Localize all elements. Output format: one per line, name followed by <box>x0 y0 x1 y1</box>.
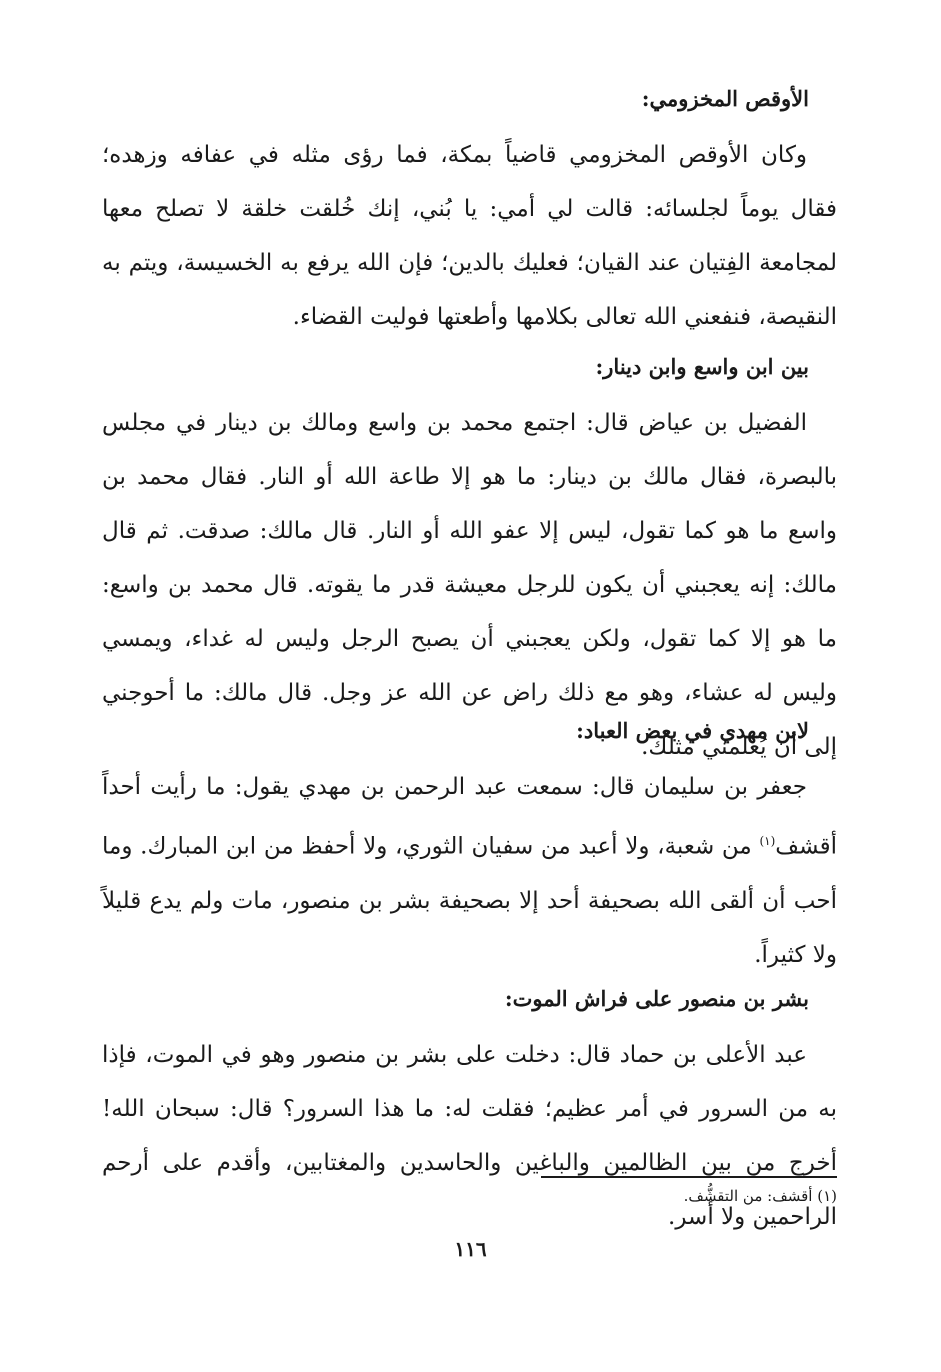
paragraph-bishr: عبد الأعلى بن حماد قال: دخلت على بشر بن منصور وهو في الموت، فإذا به من السرور في أمر عظيم؛ فقلت له: ما هذا السرور؟ قال: سبحان الله! أخرج من بين الظالمين والباغين والحاسدين والمغتابين، وأقدم على أرحم الراحمين ولا أسر. <box>102 1042 837 1230</box>
section-body-awqas <box>102 128 837 344</box>
page-number: ١١٦ <box>454 1237 487 1261</box>
paragraph-text-part-2: من شعبة، ولا أعبد من سفيان الثوري، ولا أحفظ من ابن المبارك. وما أحب أن ألقى الله بصحيفة أحد إلا بصحيفة بشر بن منصور، مات ولم يدع قليلاً ولا كثيراً. <box>102 833 837 968</box>
section-body-ibn-mahdi <box>102 760 837 982</box>
paragraph-awqas: وكان الأوقص المخزومي قاضياً بمكة، فما رؤى مثله في عفافه وزهده؛ فقال يوماً لجلسائه: قالت لي أمي: يا بُني، إنك خُلقت خلقة لا تصلح معها لمجامعة الفِتيان عند القيان؛ فعليك بالدين؛ فإن الله يرفع به الخسيسة، ويتم به النقيصة، فنفعني الله تعالى بكلامها وأطعتها فوليت القضاء. <box>102 142 837 330</box>
section-body-bishr <box>102 1028 837 1244</box>
paragraph-text-part-1: جعفر بن سليمان قال: سمعت عبد الرحمن بن مهدي يقول: ما رأيت أحداً أقشف <box>102 774 837 860</box>
section-heading-bishr: بشر بن منصور على فراش الموت: <box>504 986 809 1011</box>
footnote: (١) أقشف: من التقشُّف. <box>683 1187 837 1205</box>
footnote-reference: (١) <box>759 834 776 848</box>
footnote-divider <box>541 1176 837 1178</box>
paragraph-ibn-wasi: الفضيل بن عياض قال: اجتمع محمد بن واسع ومالك بن دينار في مجلس بالبصرة، فقال مالك بن دينار: ما هو إلا طاعة الله أو النار. فقال محمد بن واسع ما هو كما تقول، ليس إلا عفو الله أو النار. قال مالك: صدقت. ثم قال مالك: إنه يعجبني أن يكون للرجل معيشة قدر ما يقوته. قال محمد بن واسع: ما هو إلا كما تقول، ولكن يعجبني أن يصبح الرجل وليس له غداء، ويمسي وليس له عشاء، وهو مع ذلك راض عن الله عز وجل. قال مالك: ما أحوجني إلى أن يُعلمني مثلك. <box>102 410 837 760</box>
paragraph-ibn-mahdi <box>102 760 837 982</box>
section-heading-awqas: الأوقص المخزومي: <box>641 86 809 111</box>
section-heading-ibn-mahdi: لابن مهدي في بعض العباد: <box>576 718 809 743</box>
section-heading-ibn-wasi: بين ابن واسع وابن دينار: <box>595 354 809 379</box>
